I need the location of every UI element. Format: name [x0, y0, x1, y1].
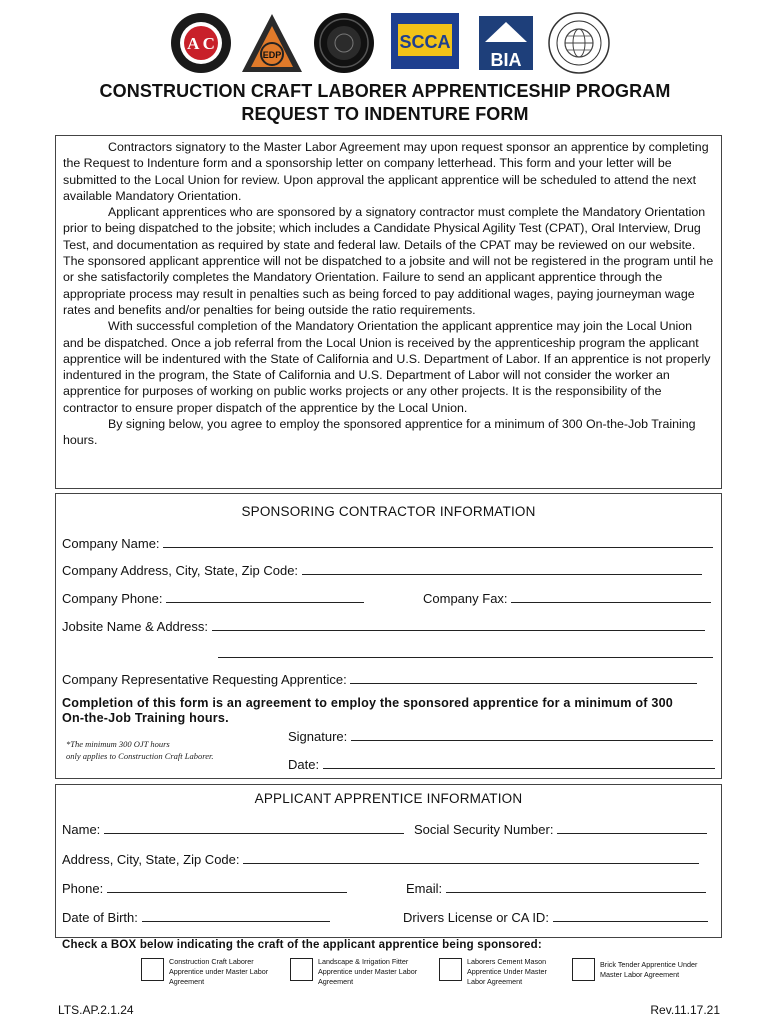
- company-fax-label: Company Fax:: [423, 591, 508, 606]
- bia-logo: [475, 12, 537, 74]
- ojt-footnote: [66, 738, 214, 762]
- contractor-section: [55, 493, 722, 779]
- craft-checkbox-construction[interactable]: [141, 958, 164, 981]
- intro-paragraph-1: [63, 139, 715, 204]
- craft-checkbox-brick-tender[interactable]: [572, 958, 595, 981]
- ojt-footnote-line-2: only applies to Construction Craft Laborer.: [66, 751, 214, 761]
- representative-field: [62, 672, 697, 687]
- jobsite-input[interactable]: [212, 619, 705, 631]
- agc-logo: [170, 12, 232, 74]
- signature-input[interactable]: [351, 729, 713, 741]
- craft-label-brick-tender: Brick Tender Apprentice Under Master Labor Agreement: [600, 960, 698, 979]
- representative-input[interactable]: [350, 672, 697, 684]
- craft-label-landscape: Landscape & Irrigation Fitter Apprentice under Master Labor Agreement: [318, 957, 418, 986]
- company-address-label: Company Address, City, State, Zip Code:: [62, 563, 299, 578]
- craft-label-construction: Construction Craft Laborer Apprentice under Master Labor Agreement: [169, 957, 269, 986]
- applicant-email-label: Email:: [406, 881, 443, 896]
- ssn-field: [414, 822, 707, 837]
- license-field: [403, 910, 708, 925]
- form-title-line1: CONSTRUCTION CRAFT LABORER APPRENTICESHIP PROGRAM: [99, 81, 671, 101]
- intro-paragraph-4: [63, 416, 715, 449]
- applicant-name-input[interactable]: [104, 822, 404, 834]
- date-label: Date:: [288, 757, 320, 772]
- applicant-name-field: [62, 822, 404, 837]
- agreement-statement: [62, 696, 673, 726]
- license-input[interactable]: [553, 910, 708, 922]
- jobsite-label: Jobsite Name & Address:: [62, 619, 208, 634]
- intro-paragraph-2-text: Applicant apprentices who are sponsored by a signatory contractor must complete the Mandatory Orientation prior to being dispatched to the jobsite; which includes a Candidate Physical Agility Test (CPAT), Oral Interview, Drug Test, and documentation as required by state and federal law. Details of the CPAT may be reviewed on our website. The sponsored applicant apprentice will not be dispatched to a jobsite and will not be registered in the program until he or she satisfactorily completes the Mandatory Orientation. Failure to send an applicant apprentice through the appropriate process may result in penalties such as being forced to pay additional wages, paying journeyman wage rates and benefits and/or penalties for being outside the ratio requirements.: [63, 205, 714, 317]
- agreement-line-1: Completion of this form is an agreement to employ the sponsored apprentice for a minimum of 300: [62, 696, 673, 710]
- date-field: [288, 757, 715, 772]
- dob-field: [62, 910, 330, 925]
- company-name-input[interactable]: [163, 536, 713, 548]
- applicant-email-input[interactable]: [446, 881, 706, 893]
- applicant-phone-label: Phone:: [62, 881, 104, 896]
- jobsite-field: [62, 619, 705, 634]
- ssn-label: Social Security Number:: [414, 822, 554, 837]
- intro-text-box: [55, 135, 722, 489]
- applicant-address-input[interactable]: [243, 852, 699, 864]
- liuna-logo: [548, 12, 610, 74]
- date-input[interactable]: [323, 757, 715, 769]
- agreement-line-2: On-the-Job Training hours.: [62, 711, 229, 725]
- logo-strip: [170, 12, 610, 76]
- company-address-field: [62, 563, 702, 578]
- contractor-section-heading: SPONSORING CONTRACTOR INFORMATION: [241, 504, 536, 519]
- edp-logo: [240, 12, 304, 74]
- craft-instruction: Check a BOX below indicating the craft of the applicant apprentice being sponsored:: [62, 939, 542, 951]
- company-name-field: [62, 536, 713, 551]
- applicant-phone-field: [62, 881, 347, 896]
- form-title-line2: REQUEST TO INDENTURE FORM: [241, 104, 529, 124]
- representative-label: Company Representative Requesting Apprentice:: [62, 672, 347, 687]
- intro-paragraph-4-text: By signing below, you agree to employ the sponsored apprentice for a minimum of 300 On-the-Job Training hours.: [63, 417, 696, 448]
- intro-paragraph-1-text: Contractors signatory to the Master Labor Agreement may upon request sponsor an apprentice by completing the Request to Indenture form and a sponsorship letter on company letterhead. This form and your letter will be submitted to the Local Union for review. Upon approval the applicant apprentice will be scheduled to attend the next available Mandatory Orientation.: [63, 140, 709, 203]
- applicant-address-label: Address, City, State, Zip Code:: [62, 852, 240, 867]
- jobsite-input-line2[interactable]: [218, 646, 713, 658]
- company-fax-field: [423, 591, 711, 606]
- form-code: LTS.AP.2.1.24: [58, 1003, 134, 1017]
- craft-label-cement-mason: Laborers Cement Mason Apprentice Under Master Labor Agreement: [467, 957, 547, 986]
- license-label: Drivers License or CA ID:: [403, 910, 549, 925]
- signature-label: Signature:: [288, 729, 348, 744]
- company-phone-label: Company Phone:: [62, 591, 163, 606]
- edp-logo-text: EDP: [262, 50, 282, 60]
- craft-checkbox-cement-mason[interactable]: [439, 958, 462, 981]
- seal-logo: [313, 12, 375, 74]
- agc-logo-text: A C: [187, 34, 215, 53]
- intro-paragraph-3-text: With successful completion of the Mandatory Orientation the applicant apprentice may join the Local Union and be dispatched. Once a job referral from the Local Union is received by the apprenticeship program the applicant apprentice will be indentured with the State of California and U.S. Department of Labor. If an apprentice is not properly indentured in the program, the State of California and U.S. Department of Labor will not consider the worker an apprentice for purposes of working on public works projects or any other projects. It is the responsibility of the contractor to ensure proper dispatch of the apprentice by the Local Union.: [63, 319, 711, 415]
- applicant-name-label: Name:: [62, 822, 101, 837]
- applicant-phone-input[interactable]: [107, 881, 347, 893]
- scca-logo: [390, 12, 460, 70]
- applicant-section-heading: APPLICANT APPRENTICE INFORMATION: [254, 791, 523, 806]
- revision-date: Rev.11.17.21: [650, 1003, 720, 1017]
- dob-input[interactable]: [142, 910, 330, 922]
- intro-paragraph-2: [63, 204, 715, 318]
- dob-label: Date of Birth:: [62, 910, 138, 925]
- jobsite-field-line2: [218, 646, 713, 661]
- signature-field: [288, 729, 713, 744]
- company-phone-input[interactable]: [166, 591, 364, 603]
- ojt-footnote-line-1: *The minimum 300 OJT hours: [66, 739, 170, 749]
- company-address-input[interactable]: [302, 563, 702, 575]
- applicant-email-field: [406, 881, 706, 896]
- scca-logo-text: SCCA: [399, 32, 451, 52]
- bia-logo-text: BIA: [490, 50, 522, 70]
- company-name-label: Company Name:: [62, 536, 160, 551]
- company-phone-field: [62, 591, 364, 606]
- craft-checkbox-landscape[interactable]: [290, 958, 313, 981]
- ssn-input[interactable]: [557, 822, 707, 834]
- company-fax-input[interactable]: [511, 591, 711, 603]
- applicant-address-field: [62, 852, 699, 867]
- intro-paragraph-3: [63, 318, 715, 416]
- applicant-section: [55, 784, 722, 938]
- form-title: [0, 80, 770, 126]
